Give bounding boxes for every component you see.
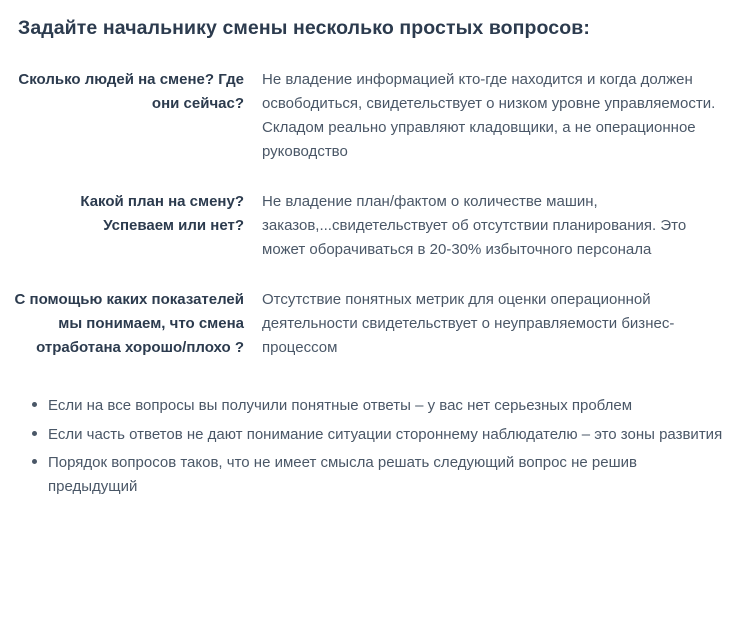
list-item [14,423,727,447]
qa-question: Сколько людей на смене? Где они сейчас? [18,71,244,112]
qa-row [14,288,727,360]
qa-answer [260,190,727,262]
page-title: Задайте начальнику смены несколько простых вопросов: [18,17,590,39]
qa-block [14,68,727,360]
list-item-label: Если на все вопросы вы получили понятные ответы – у вас нет серьезных проблем [48,397,633,415]
qa-answer-paragraph: Отсутствие понятных метрик для оценки операционной деятельности свидетельствует о неуправляемости бизнес-процессом [262,291,675,357]
qa-answer [260,68,727,164]
bullet-dot-icon [32,431,37,436]
bullet-dot-icon [32,459,37,464]
bullet-list [14,394,727,499]
qa-answer-paragraph: Не владение информацией кто-где находится и когда должен освободиться, свидетельствует о низком уровне управляемости. [262,71,716,113]
list-item [14,394,727,418]
list-item-label: Порядок вопросов таков, что не имеет смысла решать следующий вопрос не решив предыдущий [48,453,637,496]
qa-row [14,190,727,262]
qa-answer [260,288,727,360]
list-item-label: Если часть ответов не дают понимание ситуации стороннему наблюдателю – это зоны развития [48,425,723,443]
qa-question: Какой план на смену? Успеваем или нет? [80,193,244,234]
qa-answer-paragraph: Складом реально управляют кладовщики, а не операционное руководство [262,119,696,161]
list-item [14,451,727,500]
bullet-dot-icon [32,402,37,407]
qa-answer-paragraph: Не владение план/фактом о количестве машин, заказов,...свидетельствует об отсутствии планирования. Это может оборачиваться в 20-30% избыточного персонала [262,193,687,259]
qa-row [14,68,727,164]
qa-question: С помощью каких показателей мы понимаем, что смена отработана хорошо/плохо ? [14,291,244,356]
